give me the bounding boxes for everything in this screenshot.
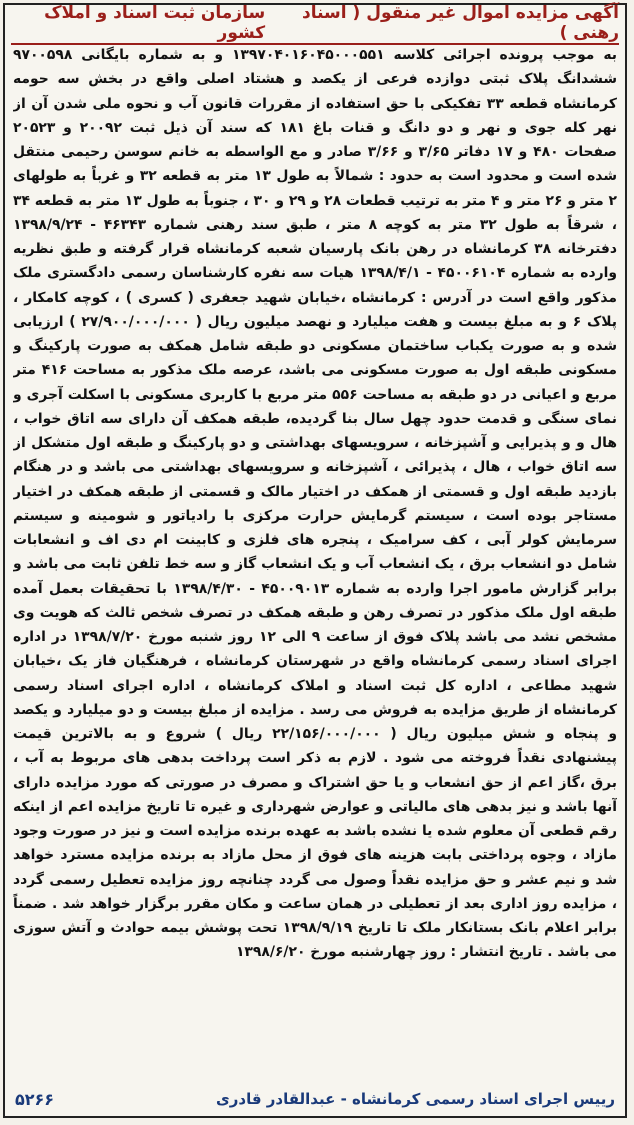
- notice-footer: [9, 1086, 621, 1112]
- notice-code: ۵۲۶۶: [15, 1089, 55, 1109]
- organization-name: سازمان ثبت اسناد و املاک کشور: [11, 3, 265, 45]
- notice-body-text: به موجب پرونده اجرائی کلاسه ۱۳۹۷۰۴۰۱۶۰۴۵۰۰۰۵۵۱ و به شماره بایگانی ۹۷۰۰۵۹۸ ششدانگ پلاک ثبتی دوازده فرعی از یکصد و هشتاد اصلی واقع در بخش سه حومه کرمانشاه قطعه ۳۳ تفکیکی با حق استفاده از مقررات قانون آب و نحوه ملی شدن آن از نهر کله جوی و نهر و دو دانگ و قنات باغ ۱۸۱ که سند آن ذیل ثبت ۲۰۰۹۲ و ۲۰۵۲۳ صفحات ۴۸۰ و ۱۷ دفاتر ۳/۶۵ و ۳/۶۶ صادر و مع الواسطه به خانم سوسن رحیمی منتقل شده است و محدود است به حدود : شمالاً به طول ۱۳ متر به قطعه ۳۲ و غرباً به طولهای ۲ متر و ۲۶ متر و ۴ متر به ترتیب قطعات ۲۸ و ۲۹ و ۳۰ ، جنوباً به طول ۱۳ متر به قطعه ۳۴ ، شرقاً به طول ۳۲ متر به کوچه ۸ متر ، طبق سند رهنی شماره ۴۶۳۴۳ - ۱۳۹۸/۹/۲۴ دفترخانه ۳۸ کرمانشاه در رهن بانک پارسیان شعبه کرمانشاه قرار گرفته و طبق نظریه وارده به شماره ۴۵۰۰۶۱۰۴ - ۱۳۹۸/۴/۱ هیات سه نفره کارشناسان رسمی دادگستری ملک مذکور واقع است در آدرس : کرمانشاه ،خیابان شهید جعفری ( کسری ) ، کوچه کامکار ، پلاک ۶ و به مبلغ بیست و هفت میلیارد و نهصد میلیون ریال ( ۲۷/۹۰۰/۰۰۰/۰۰۰ ) ارزیابی شده و به صورت یکباب ساختمان مسکونی دو طبقه شامل همکف به صورت پارکینگ و مسکونی طبقه اول به صورت مسکونی می باشد، عرصه ملک مذکور به مساحت ۴۱۶ متر مربع و اعیانی در دو طبقه به مساحت ۵۵۶ متر مربع با کاربری مسکونی با اسکلت آجری و نمای سنگی و قدمت حدود چهل سال بنا گردیده، طبقه همکف آن دارای سه اتاق خواب ، هال و و پذیرایی و آشپزخانه ، سرویسهای بهداشتی و دو پارکینگ و طبقه اول متشکل از سه اتاق خواب ، هال ، پذیرائی ، آشپزخانه و سرویسهای بهداشتی می باشد و در هنگام بازدید طبقه اول و قسمتی از همکف در اختیار مالک و قسمتی از طبقه همکف در اختیار مستاجر بوده است ، سیستم گرمایش حرارت مرکزی با رادیاتور و شومینه و سیستم سرمایش کولر آبی ، کف سرامیک ، پنجره های فلزی و کابینت ام دی اف و انشعابات شامل دو انشعاب برق ، یک انشعاب آب و یک انشعاب گاز و سه خط تلفن ثابت می باشد و برابر گزارش مامور اجرا وارده به شماره ۴۵۰۰۹۰۱۳ - ۱۳۹۸/۴/۳۰ با تحقیقات بعمل آمده طبقه اول ملک مذکور در تصرف رهن و طبقه همکف در تصرف شخص ثالث که هویت وی مشخص نشد می باشد پلاک فوق از ساعت ۹ الی ۱۲ روز شنبه مورخ ۱۳۹۸/۷/۲۰ در اداره اجرای اسناد رسمی کرمانشاه واقع در شهرستان کرمانشاه ، فرهنگیان فاز یک ،خیابان شهید مطاعی ، اداره کل ثبت اسناد و املاک کرمانشاه ، اداره اجرای اسناد رسمی کرمانشاه از طریق مزایده به فروش می رسد . مزایده از مبلغ بیست و دو میلیارد و یکصد و پنجاه و شش میلیون ریال ( ۲۲/۱۵۶/۰۰۰/۰۰۰ ریال ) شروع و به بالاترین قیمت پیشنهادی نقداً فروخته می شود . لازم به ذکر است پرداخت بدهی های مربوط به آب ، برق ،گاز اعم از حق انشعاب و یا حق اشتراک و مصرف در صورتی که مورد مزایده دارای آنها باشد و نیز بدهی های مالیاتی و عوارض شهرداری و غیره تا تاریخ مزایده اعم از اینکه رقم قطعی آن معلوم شده یا نشده باشد به عهده برنده مزایده است و نیز در صورت وجود مازاد ، وجوه پرداختی بابت هزینه های فوق از محل مازاد به برنده مزایده مسترد خواهد شد و نیم عشر و حق مزایده نقداً وصول می گردد چنانچه روز مزایده تعطیل رسمی گردد ، مزایده روز اداری بعد از تعطیلی در همان ساعت و مکان مقرر برگزار خواهد شد . ضمناً برابر اعلام بانک بستانکار ملک تا تاریخ ۱۳۹۸/۹/۱۹ تحت پوشش بیمه حوادث و آتش سوزی می باشد . تاریخ انتشار : روز چهارشنبه مورخ ۱۳۹۸/۶/۲۰: [13, 47, 617, 961]
- signature-line: رییس اجرای اسناد رسمی کرمانشاه - عبدالقادر قادری: [216, 1090, 615, 1108]
- notice-header: [11, 3, 619, 43]
- notice-sheet: [3, 3, 627, 1118]
- notice-title: آگهی مزایده اموال غیر منقول ( اسناد رهنی ): [265, 3, 619, 45]
